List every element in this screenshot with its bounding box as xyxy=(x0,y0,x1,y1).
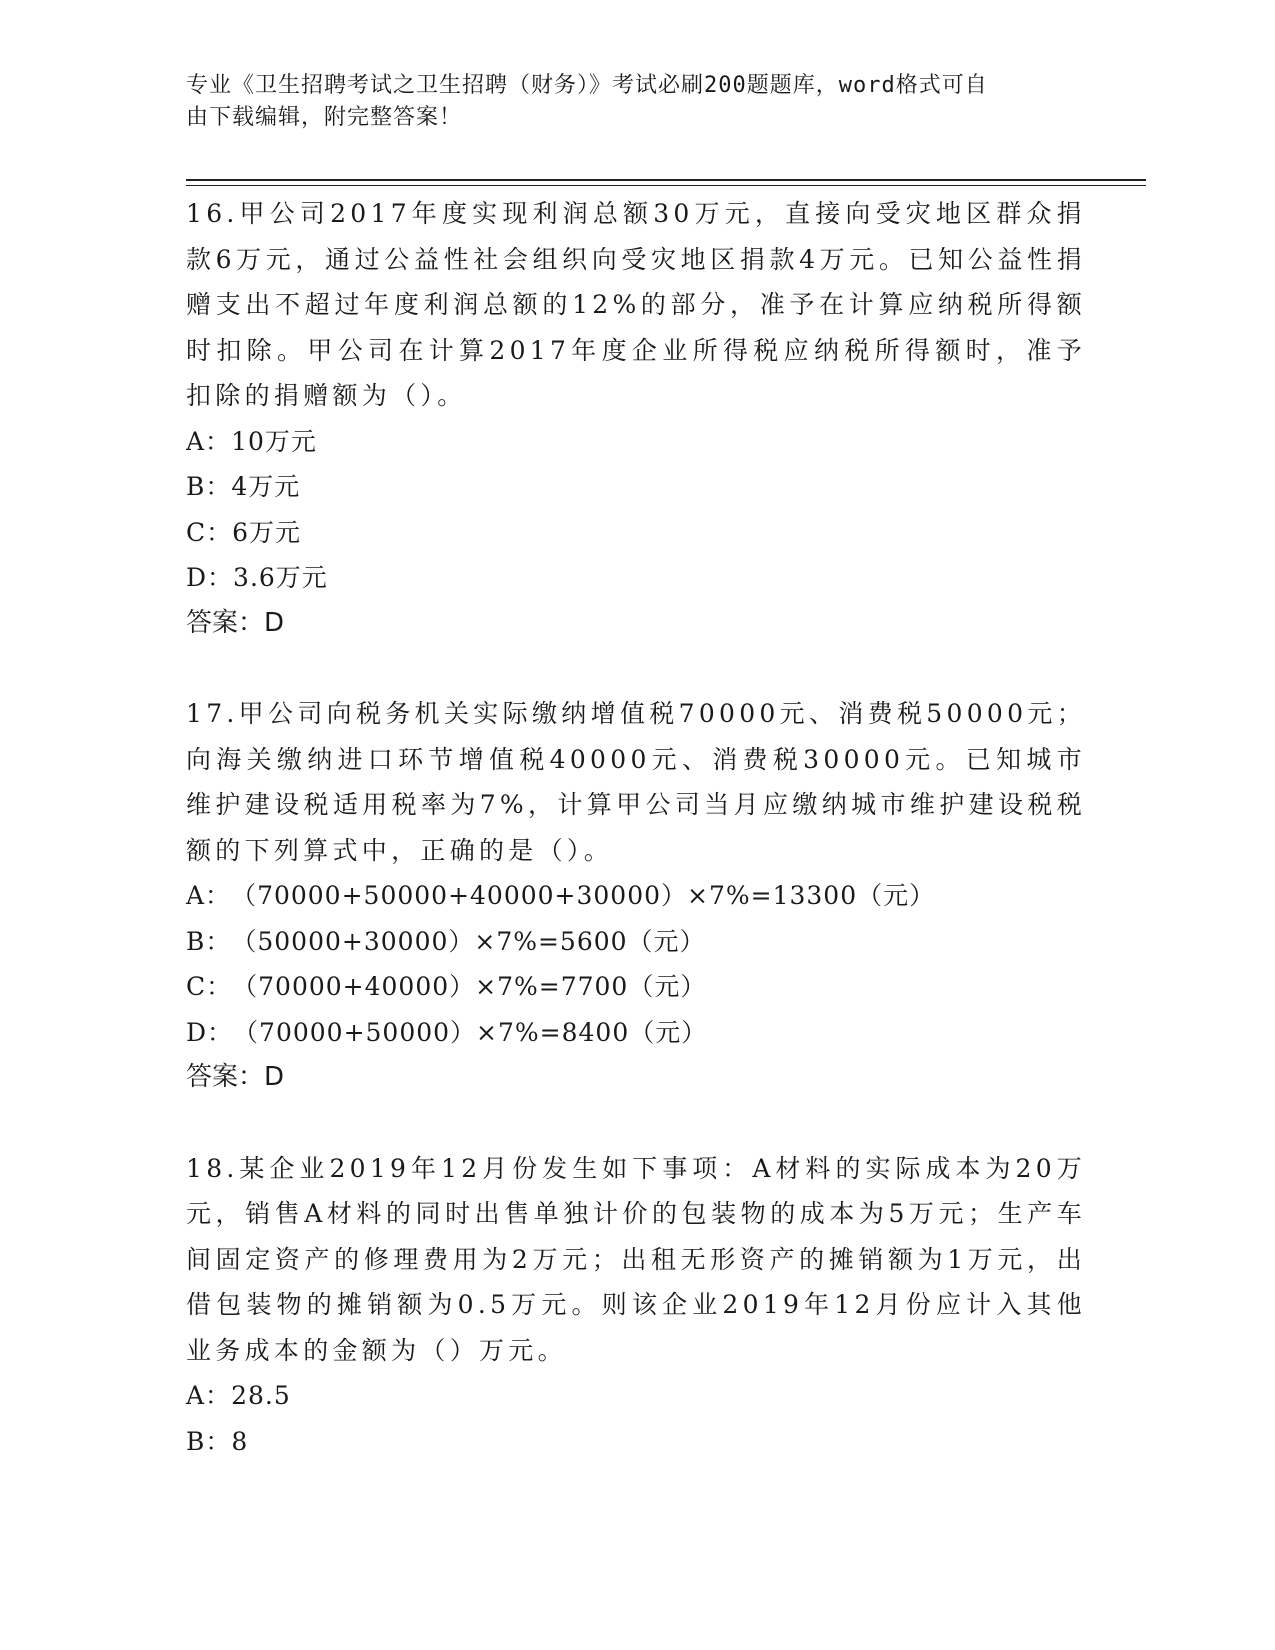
option-text: （50000+30000）×7%=5600（元） xyxy=(231,926,706,956)
question-text: 17.甲公司向税务机关实际缴纳增值税70000元、消费税50000元；向海关缴纳进口环节增值税40000元、消费税30000元。已知城市维护建设税适用税率为7%，计算甲公司当月应缴纳城市维护建设税税额的下列算式中，正确的是（）。 xyxy=(186,699,1086,865)
option-text: （70000+40000）×7%=7700（元） xyxy=(232,972,707,1001)
option-label: B： xyxy=(186,926,232,956)
option-text: 10万元 xyxy=(231,426,317,456)
question-spacer xyxy=(186,646,1086,691)
option-label: A： xyxy=(186,426,232,456)
option-text: （70000+50000+40000+30000）×7%=13300（元） xyxy=(231,881,936,910)
option-a xyxy=(186,419,1086,465)
option-label: A： xyxy=(186,1381,232,1410)
question-spacer xyxy=(186,1101,1086,1146)
option-b xyxy=(186,919,1086,965)
header-line-1: 专业《卫生招聘考试之卫生招聘（财务）》考试必刷200题题库，word格式可自 xyxy=(186,73,988,98)
question-16 xyxy=(186,191,1086,646)
option-d xyxy=(186,1010,1086,1056)
answer-line: 答案：D xyxy=(186,1062,285,1092)
option-d xyxy=(186,555,1086,601)
option-label: D： xyxy=(186,563,234,592)
question-list xyxy=(186,191,1086,1464)
header-divider-thick xyxy=(186,179,1146,181)
option-a xyxy=(186,1373,1086,1419)
option-text: （70000+50000）×7%=8400（元） xyxy=(233,1017,708,1047)
option-b xyxy=(186,1419,1086,1465)
question-18 xyxy=(186,1146,1086,1465)
document-header xyxy=(186,70,1066,134)
option-label: C： xyxy=(186,972,233,1001)
option-a xyxy=(186,873,1086,919)
option-text: 28.5 xyxy=(231,1381,291,1410)
option-text: 8 xyxy=(231,1426,249,1456)
question-text: 16.甲公司2017年度实现利润总额30万元，直接向受灾地区群众捐款6万元，通过公益性社会组织向受灾地区捐款4万元。已知公益性捐赠支出不超过年度利润总额的12%的部分，准予在计算应纳税所得额时扣除。甲公司在计算2017年度企业所得税应纳税所得额时，准予扣除的捐赠额为（）。 xyxy=(186,199,1086,410)
question-text: 18.某企业2019年12月份发生如下事项：A材料的实际成本为20万元，销售A材料的同时出售单独计价的包装物的成本为5万元；生产车间固定资产的修理费用为2万元；出租无形资产的摊销额为1万元，出借包装物的摊销额为0.5万元。则该企业2019年12月份应计入其他业务成本的金额为（）万元。 xyxy=(186,1153,1086,1365)
option-c xyxy=(186,510,1086,556)
option-label: B： xyxy=(186,1426,232,1456)
option-label: B： xyxy=(186,472,232,501)
option-b xyxy=(186,464,1086,510)
option-c xyxy=(186,964,1086,1010)
option-text: 6万元 xyxy=(232,517,302,547)
answer-line: 答案：D xyxy=(186,607,285,638)
header-divider-thin xyxy=(186,185,1146,186)
option-text: 3.6万元 xyxy=(233,563,328,592)
option-label: D： xyxy=(186,1017,234,1047)
question-17 xyxy=(186,691,1086,1101)
option-label: C： xyxy=(186,517,233,547)
header-line-2: 由下载编辑，附完整答案！ xyxy=(186,105,463,130)
option-label: A： xyxy=(186,881,232,910)
option-text: 4万元 xyxy=(231,472,301,501)
